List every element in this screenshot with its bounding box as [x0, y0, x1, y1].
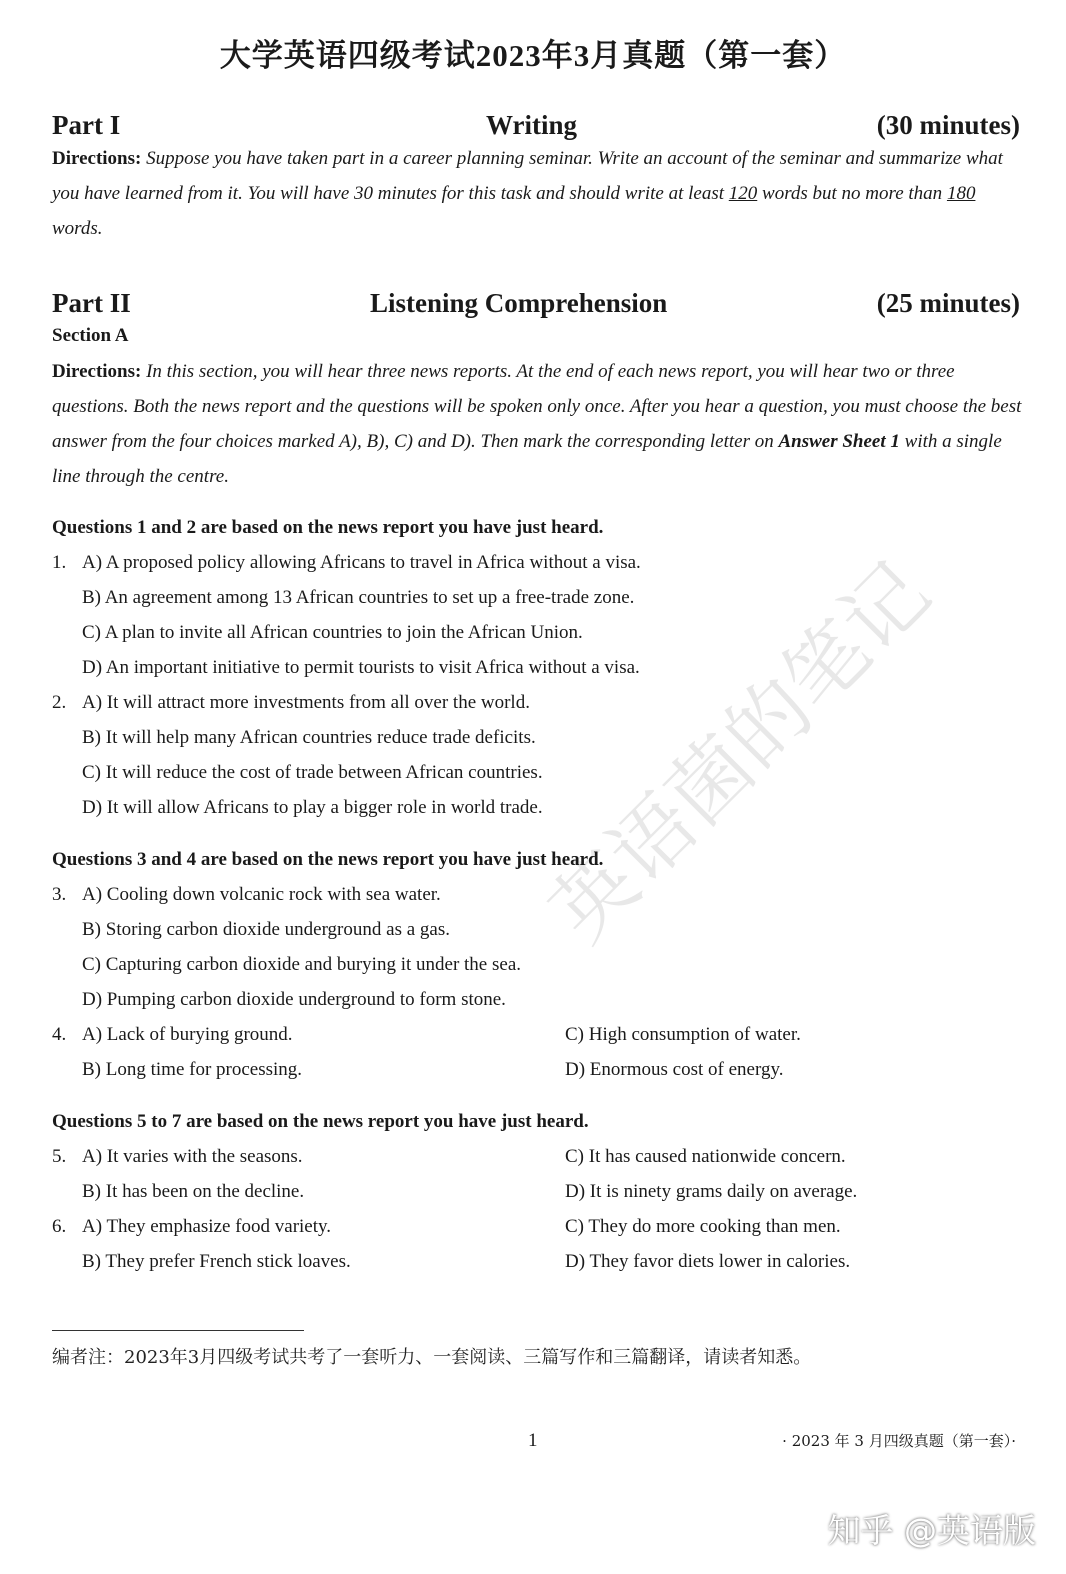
part2-time: (25 minutes) [876, 288, 1020, 318]
page-title: 大学英语四级考试2023年3月真题（第一套） [219, 38, 847, 73]
option: D) It is ninety grams daily on average. [565, 1181, 858, 1202]
option: B) Storing carbon dioxide underground as a gas. [82, 919, 450, 940]
option: A) Cooling down volcanic rock with sea water. [82, 884, 441, 905]
option: D) Pumping carbon dioxide underground to form stone. [82, 989, 506, 1010]
part1-label: Part I [52, 110, 121, 140]
question-group-heading: Questions 1 and 2 are based on the news report you have just heard. [52, 517, 604, 538]
question-group-heading: Questions 5 to 7 are based on the news report you have just heard. [52, 1111, 589, 1132]
question-number: 5. [52, 1146, 67, 1167]
part1-name: Writing [486, 110, 578, 140]
option: C) It will reduce the cost of trade between African countries. [82, 762, 543, 783]
option: B) An agreement among 13 African countries to set up a free-trade zone. [82, 587, 635, 608]
option: D) Enormous cost of energy. [565, 1059, 784, 1080]
directions-label: Directions: [52, 361, 142, 382]
directions-text: words. [52, 218, 103, 239]
option: B) It will help many African countries reduce trade deficits. [82, 727, 536, 748]
question-group-heading: Questions 3 and 4 are based on the news report you have just heard. [52, 849, 604, 870]
directions-text: In this section, you will hear three news reports. At the end of each news report, you will hear two or three questions. Both the news report and the questions will be spoken only once. After you hear a question, you must choose the best answer from the four choices marked A), B), C) and D). Then mark the corresponding letter on [52, 361, 1022, 452]
footnote-divider [52, 1330, 304, 1331]
option: C) High consumption of water. [565, 1024, 801, 1045]
max-words: 180 [946, 183, 976, 204]
option: D) It will allow Africans to play a bigger role in world trade. [82, 797, 543, 818]
section-title: Section A [52, 325, 129, 346]
watermark: 英语菌的笔记 [532, 544, 948, 960]
part2-directions [52, 354, 1022, 494]
answer-sheet-label: Answer Sheet 1 [778, 431, 900, 452]
option: C) Capturing carbon dioxide and burying it under the sea. [82, 954, 522, 975]
option: B) It has been on the decline. [82, 1181, 305, 1202]
page-number: 1 [528, 1430, 538, 1451]
option: A) Lack of burying ground. [82, 1024, 293, 1045]
option: C) They do more cooking than men. [565, 1216, 841, 1237]
directions-text: words but no more than [757, 183, 947, 204]
option: B) Long time for processing. [82, 1059, 303, 1080]
option: A) They emphasize food variety. [82, 1216, 332, 1237]
option: D) An important initiative to permit tourists to visit Africa without a visa. [82, 657, 640, 678]
part2-name: Listening Comprehension [370, 288, 668, 318]
directions-text: Suppose you have taken part in a career planning seminar. Write an account of the seminar and summarize what you have learned from it. You will have 30 minutes for this task and should write at least [52, 148, 1003, 204]
option: A) It will attract more investments from all over the world. [82, 692, 530, 713]
source-credit: 知乎 @英语版 [827, 1511, 1036, 1550]
part1-directions [52, 141, 1022, 246]
option: B) They prefer French stick loaves. [82, 1251, 351, 1272]
part2-label: Part II [52, 288, 131, 318]
option: C) It has caused nationwide concern. [565, 1146, 846, 1167]
min-words: 120 [728, 183, 758, 204]
question-number: 6. [52, 1216, 67, 1237]
option: A) A proposed policy allowing Africans to travel in Africa without a visa. [82, 552, 641, 573]
question-number: 1. [52, 552, 67, 573]
part1-time: (30 minutes) [876, 110, 1020, 140]
option: C) A plan to invite all African countries to join the African Union. [82, 622, 583, 643]
option: A) It varies with the seasons. [82, 1146, 303, 1167]
question-number: 2. [52, 692, 67, 713]
option: D) They favor diets lower in calories. [565, 1251, 851, 1272]
running-footer: · 2023 年 3 月四级真题（第一套）· [782, 1432, 1016, 1450]
directions-text: with a single line through the centre. [52, 431, 1002, 487]
editor-note: 编者注：2023年3月四级考试共考了一套听力、一套阅读、三篇写作和三篇翻译，请读者知悉。 [52, 1347, 812, 1368]
question-number: 4. [52, 1024, 67, 1045]
directions-label: Directions: [52, 148, 142, 169]
question-number: 3. [52, 884, 67, 905]
